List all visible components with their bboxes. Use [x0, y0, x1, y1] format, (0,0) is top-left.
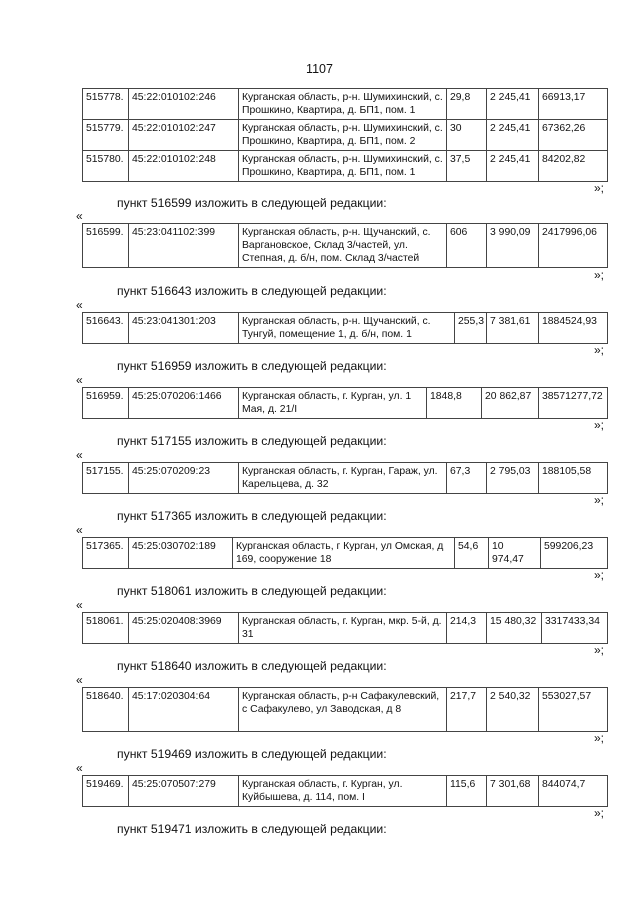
value: 66913,17: [539, 89, 608, 120]
opening-quote: «: [76, 761, 83, 775]
closing-quote: »;: [594, 418, 605, 432]
address: Курганская область, р-н Сафакулевский, с Сафакулево, ул Заводская, д 8: [239, 688, 447, 732]
opening-quote: «: [76, 373, 83, 387]
opening-quote: «: [76, 598, 83, 612]
value: 553027,57: [539, 688, 608, 732]
opening-quote: «: [76, 298, 83, 312]
closing-quote: »;: [594, 268, 605, 282]
row-number: 515780.: [83, 151, 129, 182]
cadastral-number: 45:25:070507:279: [129, 776, 239, 807]
table-row: [83, 89, 608, 120]
opening-quote: «: [76, 209, 83, 223]
rate: 2 245,41: [487, 89, 539, 120]
amendment-paragraph: пункт 518640 изложить в следующей редакции:: [117, 659, 387, 673]
registry-table: [82, 462, 608, 494]
table-row: [83, 776, 608, 807]
amendment-paragraph: пункт 516643 изложить в следующей редакции:: [117, 284, 387, 298]
cadastral-number: 45:22:010102:247: [129, 120, 239, 151]
table-row: [83, 463, 608, 494]
value: 2417996,06: [539, 224, 608, 268]
rate: 2 795,03: [487, 463, 539, 494]
address: Курганская область, г. Курган, Гараж, ул. Карельцева, д. 32: [239, 463, 447, 494]
closing-quote: »;: [594, 343, 605, 357]
address: Курганская область, р-н. Шумихинский, с. Прошкино, Квартира, д. БП1, пом. 1: [239, 151, 447, 182]
rate: 15 480,32: [487, 613, 542, 644]
amendment-paragraph: пункт 516599 изложить в следующей редакции:: [117, 196, 387, 210]
opening-quote: «: [76, 523, 83, 537]
address: Курганская область, г. Курган, мкр. 5-й, д. 31: [239, 613, 447, 644]
table-row: [83, 313, 608, 344]
registry-table: [82, 612, 608, 644]
registry-table: [82, 775, 608, 807]
value: 188105,58: [539, 463, 608, 494]
rate: 10 974,47: [489, 538, 541, 569]
value: 84202,82: [539, 151, 608, 182]
row-number: 515779.: [83, 120, 129, 151]
value: 844074,7: [539, 776, 608, 807]
registry-table: [82, 537, 608, 569]
area: 115,6: [447, 776, 487, 807]
opening-quote: «: [76, 448, 83, 462]
cadastral-number: 45:22:010102:248: [129, 151, 239, 182]
registry-table-1: [82, 88, 608, 182]
table-row: [83, 388, 608, 419]
closing-quote: »;: [594, 731, 605, 745]
closing-quote: »;: [594, 568, 605, 582]
rate: 7 381,61: [487, 313, 539, 344]
amendment-paragraph: пункт 516959 изложить в следующей редакции:: [117, 359, 387, 373]
row-number: 515778.: [83, 89, 129, 120]
amendment-paragraph: пункт 519469 изложить в следующей редакции:: [117, 747, 387, 761]
registry-table: [82, 312, 608, 344]
registry-table: [82, 387, 608, 419]
row-number: 518640.: [83, 688, 129, 732]
closing-quote: »;: [594, 643, 605, 657]
closing-quote: »;: [594, 493, 605, 507]
page-number: 1107: [306, 62, 333, 76]
row-number: 519469.: [83, 776, 129, 807]
row-number: 518061.: [83, 613, 129, 644]
area: 30: [447, 120, 487, 151]
value: 599206,23: [541, 538, 608, 569]
value: 67362,26: [539, 120, 608, 151]
area: 606: [447, 224, 487, 268]
address: Курганская область, г Курган, ул Омская, д 169, сооружение 18: [233, 538, 455, 569]
row-number: 516599.: [83, 224, 129, 268]
value: 1884524,93: [539, 313, 608, 344]
area: 67,3: [447, 463, 487, 494]
closing-quote: »;: [594, 806, 605, 820]
address: Курганская область, р-н. Шумихинский, с. Прошкино, Квартира, д. БП1, пом. 1: [239, 89, 447, 120]
address: Курганская область, р-н. Щучанский, с. Варгановское, Склад 3/частей, ул. Степная, д. б/н, пом. Склад 3/частей: [239, 224, 447, 268]
rate: 2 245,41: [487, 151, 539, 182]
row-number: 516643.: [83, 313, 129, 344]
area: 214,3: [447, 613, 487, 644]
area: 54,6: [455, 538, 489, 569]
closing-quote: »;: [594, 181, 605, 195]
area: 217,7: [447, 688, 487, 732]
table-row: [83, 120, 608, 151]
cadastral-number: 45:17:020304:64: [129, 688, 239, 732]
address: Курганская область, г. Курган, ул. 1 Мая, д. 21/I: [239, 388, 427, 419]
cadastral-number: 45:25:030702:189: [129, 538, 233, 569]
rate: 2 540,32: [487, 688, 539, 732]
cadastral-number: 45:25:020408:3969: [129, 613, 239, 644]
row-number: 517155.: [83, 463, 129, 494]
table-row: [83, 151, 608, 182]
rate: 3 990,09: [487, 224, 539, 268]
registry-table: [82, 223, 608, 268]
value: 3317433,34: [542, 613, 608, 644]
area: 1848,8: [427, 388, 482, 419]
address: Курганская область, р-н. Шумихинский, с. Прошкино, Квартира, д. БП1, пом. 2: [239, 120, 447, 151]
amendment-paragraph: пункт 517155 изложить в следующей редакции:: [117, 434, 387, 448]
rate: 2 245,41: [487, 120, 539, 151]
table-row: [83, 224, 608, 268]
amendment-paragraph: пункт 519471 изложить в следующей редакции:: [117, 822, 387, 836]
area: 37,5: [447, 151, 487, 182]
table-row: [83, 688, 608, 732]
row-number: 516959.: [83, 388, 129, 419]
cadastral-number: 45:23:041301:203: [129, 313, 239, 344]
cadastral-number: 45:23:041102:399: [129, 224, 239, 268]
address: Курганская область, г. Курган, ул. Куйбышева, д. 114, пом. I: [239, 776, 447, 807]
cadastral-number: 45:25:070206:1466: [129, 388, 239, 419]
cadastral-number: 45:25:070209:23: [129, 463, 239, 494]
amendment-paragraph: пункт 518061 изложить в следующей редакции:: [117, 584, 387, 598]
area: 255,3: [455, 313, 487, 344]
rate: 20 862,87: [482, 388, 539, 419]
table-row: [83, 538, 608, 569]
cadastral-number: 45:22:010102:246: [129, 89, 239, 120]
registry-table: [82, 687, 608, 732]
amendment-paragraph: пункт 517365 изложить в следующей редакции:: [117, 509, 387, 523]
area: 29,8: [447, 89, 487, 120]
opening-quote: «: [76, 673, 83, 687]
value: 38571277,72: [539, 388, 608, 419]
row-number: 517365.: [83, 538, 129, 569]
rate: 7 301,68: [487, 776, 539, 807]
address: Курганская область, р-н. Щучанский, с. Тунгуй, помещение 1, д. б/н, пом. 1: [239, 313, 455, 344]
table-row: [83, 613, 608, 644]
